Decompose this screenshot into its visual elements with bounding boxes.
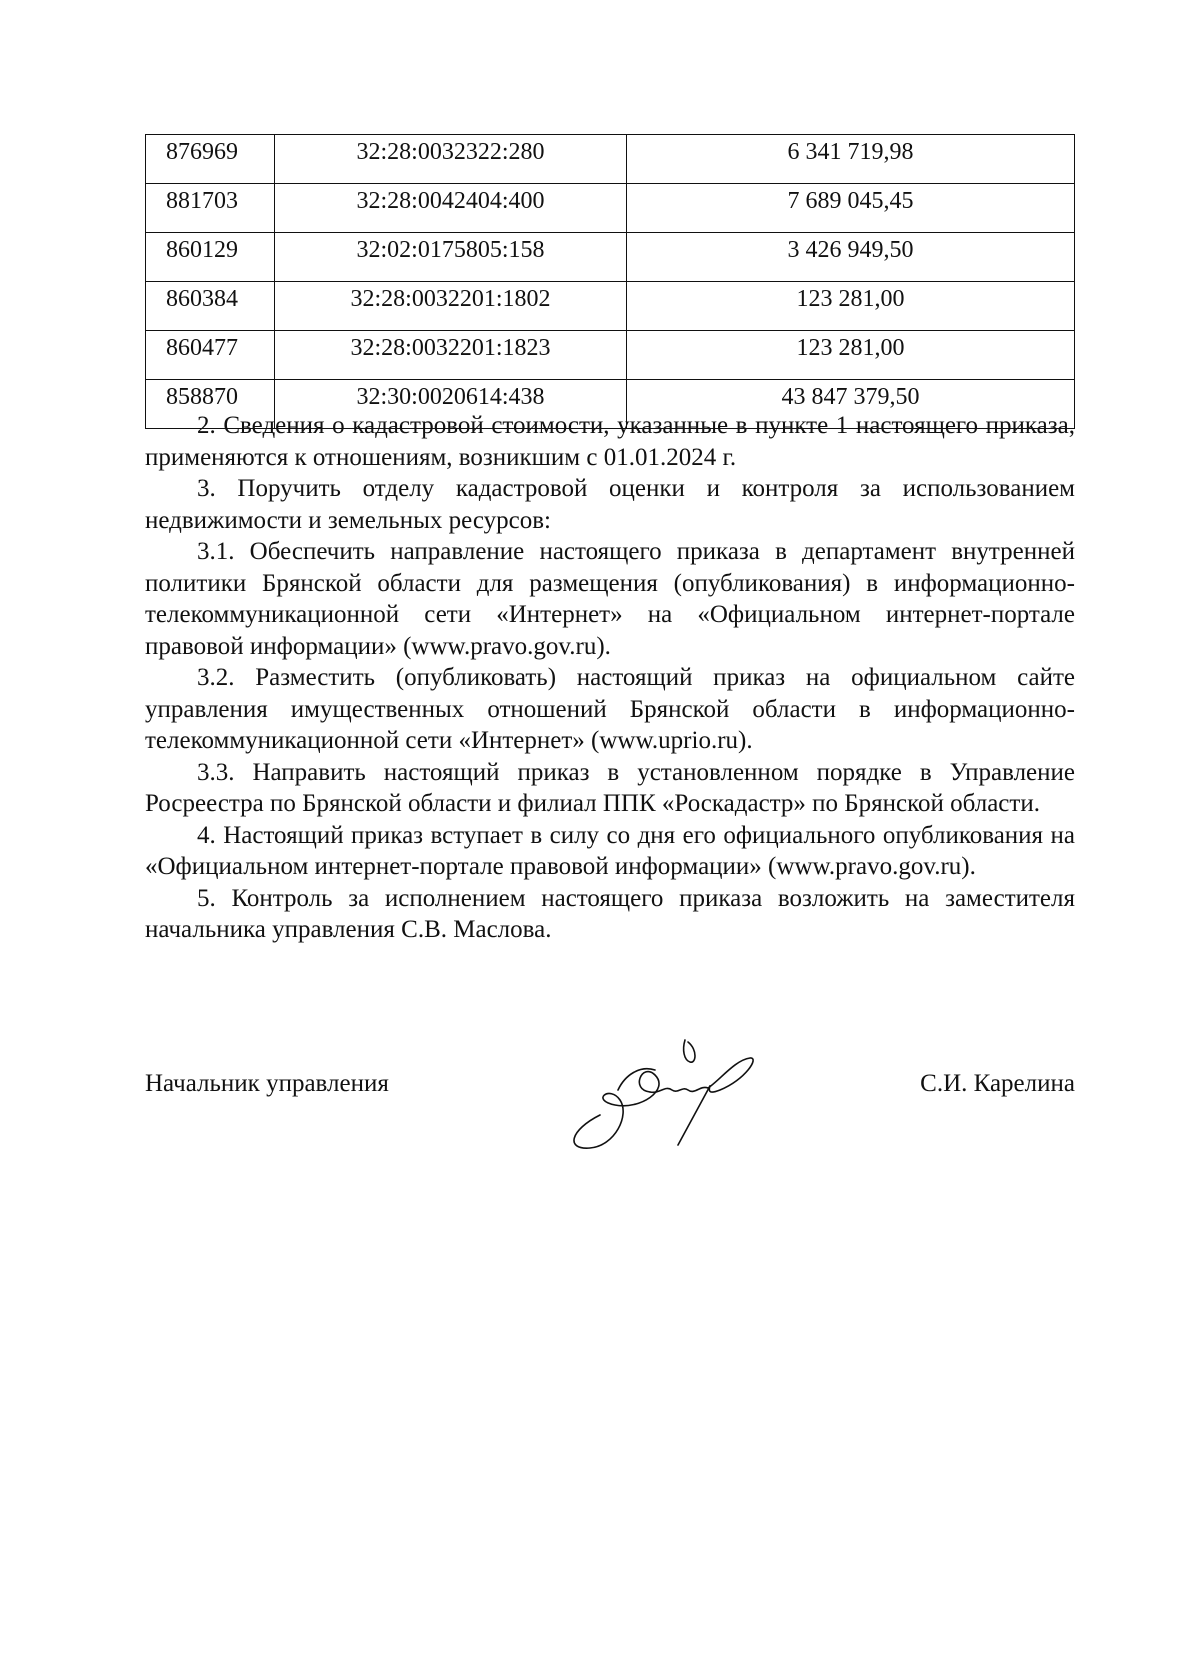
object-id-cell: 858870 <box>146 380 275 429</box>
paragraph-2: 2. Сведения о кадастровой стоимости, указанные в пункте 1 настоящего приказа, применяются к отношениям, возникшим с 01.01.2024 г. <box>145 412 1075 471</box>
cadastral-number-cell: 32:30:0020614:438 <box>275 380 627 429</box>
object-id-cell: 860477 <box>146 331 275 380</box>
object-id-cell: 860384 <box>146 282 275 331</box>
cadastral-number-cell: 32:28:0032322:280 <box>275 135 627 184</box>
signatory-name: С.И. Карелина <box>920 1070 1075 1097</box>
cadastral-value-cell: 7 689 045,45 <box>627 184 1075 233</box>
cadastral-number-cell: 32:28:0032201:1802 <box>275 282 627 331</box>
cadastral-number-cell: 32:28:0032201:1823 <box>275 331 627 380</box>
paragraph-4: 4. Настоящий приказ вступает в силу со дня его официального опубликования на «Официальном интернет-портале правовой информации» (www.pravo.gov.ru). <box>145 821 1075 880</box>
object-id-cell: 860129 <box>146 233 275 282</box>
cadastral-value-cell: 6 341 719,98 <box>627 135 1075 184</box>
cadastral-number-cell: 32:28:0042404:400 <box>275 184 627 233</box>
cadastral-number-cell: 32:02:0175805:158 <box>275 233 627 282</box>
paragraph-3: 3. Поручить отделу кадастровой оценки и контроля за использованием недвижимости и земельных ресурсов: <box>145 475 1075 534</box>
object-id-cell: 881703 <box>146 184 275 233</box>
cadastral-value-cell: 123 281,00 <box>627 282 1075 331</box>
table-row <box>146 282 1075 331</box>
table-row <box>146 331 1075 380</box>
paragraph-3-1: 3.1. Обеспечить направление настоящего приказа в департамент внутренней политики Брянской области для размещения (опубликования) в информационно-телекоммуникационной сети «Интернет» на «Официальном интернет-портале правовой информации» (www.pravo.gov.ru). <box>145 538 1075 660</box>
handwritten-signature <box>560 1020 760 1150</box>
table-row <box>146 184 1075 233</box>
paragraph-3-3: 3.3. Направить настоящий приказ в установленном порядке в Управление Росреестра по Брянской области и филиал ППК «Роскадастр» по Брянской области. <box>145 758 1075 817</box>
cadastral-value-cell: 123 281,00 <box>627 331 1075 380</box>
cadastral-value-cell: 3 426 949,50 <box>627 233 1075 282</box>
object-id-cell: 876969 <box>146 135 275 184</box>
paragraph-5: 5. Контроль за исполнением настоящего приказа возложить на заместителя начальника управления С.В. Маслова. <box>145 884 1075 943</box>
table-row <box>146 135 1075 184</box>
cadastral-table <box>145 134 1075 429</box>
signatory-title: Начальник управления <box>145 1070 389 1097</box>
table-row <box>146 233 1075 282</box>
cadastral-value-cell: 43 847 379,50 <box>627 380 1075 429</box>
signature-block <box>145 1060 1075 1170</box>
paragraph-3-2: 3.2. Разместить (опубликовать) настоящий приказ на официальном сайте управления имущественных отношений Брянской области в информационно-телекоммуникационной сети «Интернет» (www.uprio.ru). <box>145 664 1075 754</box>
cadastral-table-body <box>146 135 1075 429</box>
order-text <box>145 410 1075 946</box>
